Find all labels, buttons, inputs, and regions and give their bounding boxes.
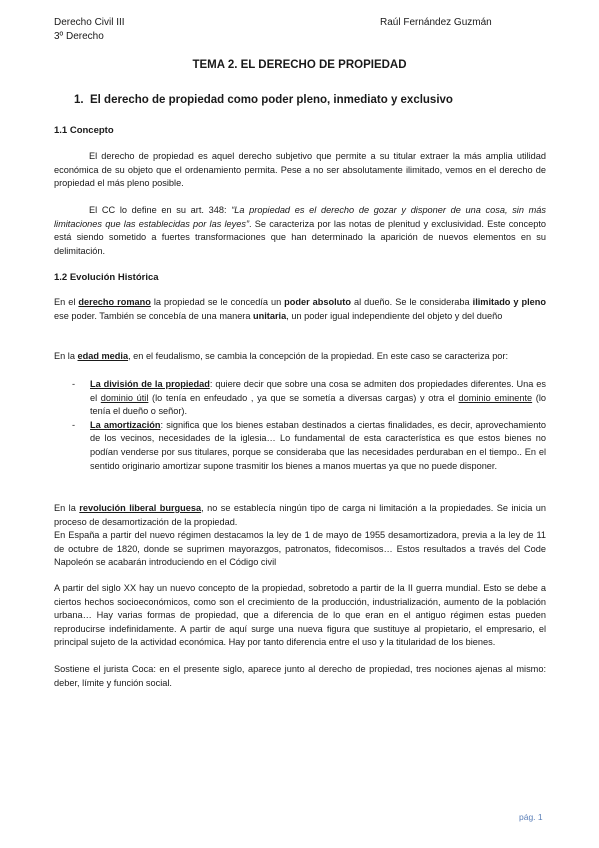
paragraph-siglo-xx: A partir del siglo XX hay un nuevo concepto de la propiedad, sobretodo a partir de la II guerra mundial. Esto se debe a ciertos hechos socioeconómicos, como son el crecimiento de la producción, industrialización, aumento de la población urbana… Hay varias formas de propiedad, que a diferencia de lo que eran en el antiguo régimen estas pueden reproducirse indefinidamente. A partir de aquí surge una nueva figura que sustituye al propietario, el empresario, el principal sujeto de la actividad económica. Hay por tanto diferencia entre el uso y la titularidad de los bienes. [54,583,546,648]
text-segment: En la [54,503,80,513]
text-segment: : significa que los bienes estaban destinados a ciertas finalidades, es decir, aprovechamiento de los vecinos, necesidades de la iglesia… Lo fundamental de esta característica es que estos bienes no podían venderse por sus titulares, porque se consideraba que las necesidades perduraban en el tiempo.. En el sentido originario amortizar supone trasmitir los bienes a manos muertas ya que no puede disponer. [90,419,546,471]
text-segment: : quiere decir que sobre una cosa se admiten dos propiedades diferentes. Una es el [90,379,547,403]
document-title: TEMA 2. EL DERECHO DE PROPIEDAD [192,59,407,71]
subheading-evolucion: 1.2 Evolución Histórica [54,272,159,283]
text-segment: En la [54,351,78,361]
term-amortizacion: La amortización [90,419,161,430]
paragraph-espana: En España a partir del nuevo régimen destacamos la ley de 1 de mayo de 1955 desamortizadora, previa a la ley de 11 de octubre de 1820, donde se suprimen mayorazgos, patronatos, fidecomisos… Estos resultados a través del Code Napoleón se acabarán introduciendo en el Código civil [54,530,546,568]
term-dominio-util: dominio útil [100,392,149,403]
text-segment: , un poder igual independiente del objeto y del dueño [286,310,503,321]
section-heading-1 [74,94,453,106]
term-revolucion-liberal: revolución liberal burguesa [79,503,202,513]
paragraph-revolucion-liberal [54,502,546,529]
term-unitaria: unitaria [253,310,287,321]
term-ilimitado: ilimitado y pleno [472,297,547,307]
section-number: 1. [74,94,84,106]
page-number: pág. 1 [519,812,543,822]
list-item [54,419,546,473]
header-subject: Derecho Civil III [54,17,125,28]
paragraph-coca: Sostiene el jurista Coca: en el presente siglo, aparece junto al derecho de propiedad, tres nociones ajenas al mismo: deber, límite y función social. [54,664,546,688]
bullet-dash: - [72,379,76,389]
paragraph-roman [54,296,546,323]
text-segment: En el [54,297,79,307]
bullet-dash: - [72,419,76,430]
list-item [54,378,546,419]
term-poder-absoluto: poder absoluto [284,297,351,307]
term-edad-media: edad media [77,351,129,361]
article-quote: “La propiedad es el derecho de gozar y disponer de una cosa, sin más limitaciones que las establecidas por las leyes” [54,205,546,229]
text-segment: (lo tenía en enfeudado , ya que se sometía a diversas cargas) y otra el [148,392,459,403]
text-segment: al dueño. Se le consideraba [350,297,473,307]
term-derecho-romano: derecho romano [78,297,151,307]
paragraph-concepto-2 [54,204,546,258]
paragraph-edad-media [54,350,546,364]
text-segment: , no se establecía ningún tipo de carga ni limitación a la propiedades. Se inicia un proceso de desamortización de la propiedad. [54,503,546,527]
section-title: El derecho de propiedad como poder pleno, inmediato y exclusivo [89,94,453,106]
feudal-characteristics-list [54,378,546,473]
text-segment: El CC lo define en su art. 348: [89,205,232,215]
term-dominio-eminente: dominio eminente [458,392,533,403]
subheading-concepto: 1.1 Concepto [54,125,114,136]
header-left [54,16,125,44]
text-segment: ese poder. También se concebía de una manera [54,310,254,321]
term-division-propiedad: La división de la propiedad [90,379,210,389]
text-segment: (lo tenía el dueño o señor). [90,392,546,417]
text-segment: , en el feudalismo, se cambia la concepción de la propiedad. En este caso se caracteriza por: [128,351,509,361]
header-course: 3º Derecho [54,31,104,42]
paragraph-concepto-1: El derecho de propiedad es aquel derecho subjetivo que permite a su titular extraer la más amplia utilidad económica de su objeto que el ordenamiento permita. Pese a no ser absolutamente ilimitado, vemos en el derecho de propiedad el más pleno posible. [54,151,546,189]
text-segment: . Se caracteriza por las notas de plenitud y exclusividad. Este concepto está siendo sometido a fuertes transformaciones que han determinado la aparición de nuevos elementos en su delimitación. [54,218,546,256]
text-segment: la propiedad se le concedía un [150,297,285,307]
header-author: Raúl Fernández Guzmán [380,17,492,28]
